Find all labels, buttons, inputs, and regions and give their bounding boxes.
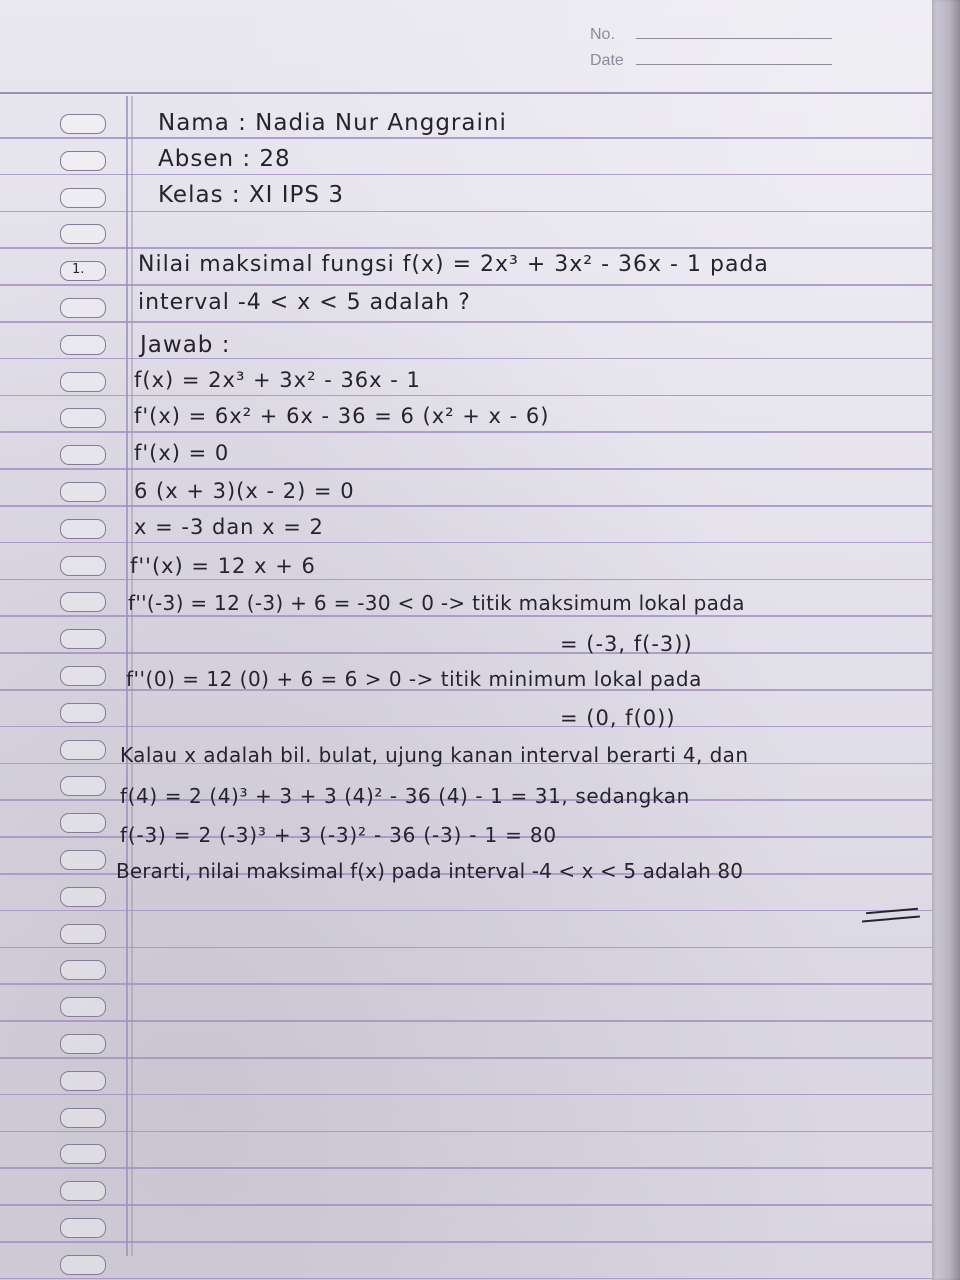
ruled-line: [0, 505, 932, 507]
ruled-line: [0, 1057, 932, 1059]
binder-hole: [60, 188, 106, 208]
ruled-line: [0, 910, 932, 912]
ruled-line: [0, 321, 932, 323]
question-number: 1.: [72, 262, 85, 277]
ruled-line: [0, 542, 932, 544]
binder-hole: [60, 445, 106, 465]
ruled-line: [0, 615, 932, 617]
ruled-line: [0, 726, 932, 728]
answer-line: 6 (x + 3)(x - 2) = 0: [134, 479, 355, 503]
binder-hole: [60, 1181, 106, 1201]
ruled-line-top: [0, 92, 932, 94]
binder-hole: [60, 114, 106, 134]
ruled-line: [0, 1094, 932, 1096]
binder-hole: [60, 1255, 106, 1275]
binder-hole: [60, 151, 106, 171]
binder-hole: [60, 1034, 106, 1054]
ruled-line: [0, 1204, 932, 1206]
answer-line: f''(-3) = 12 (-3) + 6 = -30 < 0 -> titik maksimum lokal pada: [128, 591, 745, 615]
binder-hole: [60, 924, 106, 944]
answer-heading: Jawab :: [140, 332, 231, 358]
ruled-line: [0, 468, 932, 470]
binder-hole: [60, 298, 106, 318]
page-edge: [932, 0, 960, 1280]
date-label: Date: [590, 52, 624, 69]
ruled-line: [0, 1131, 932, 1133]
answer-line: f(-3) = 2 (-3)³ + 3 (-3)² - 36 (-3) - 1 = 80: [120, 823, 557, 847]
binder-hole: [60, 408, 106, 428]
binder-hole: [60, 666, 106, 686]
ruled-line: [0, 1241, 932, 1243]
binder-hole: [60, 813, 106, 833]
ruled-line: [0, 652, 932, 654]
binder-hole: [60, 1218, 106, 1238]
answer-line: f'(x) = 0: [134, 441, 230, 465]
binder-hole: [60, 224, 106, 244]
binder-hole: [60, 703, 106, 723]
date-line: [636, 64, 832, 65]
answer-line: f(x) = 2x³ + 3x² - 36x - 1: [134, 368, 421, 392]
answer-line: f''(0) = 12 (0) + 6 = 6 > 0 -> titik minimum lokal pada: [126, 667, 702, 691]
answer-line: x = -3 dan x = 2: [134, 515, 324, 539]
answer-line: f'(x) = 6x² + 6x - 36 = 6 (x² + x - 6): [134, 404, 550, 428]
binder-hole: [60, 1108, 106, 1128]
binder-hole: [60, 335, 106, 355]
binder-hole: [60, 997, 106, 1017]
ruled-line: [0, 579, 932, 581]
binder-hole: [60, 629, 106, 649]
binder-hole: [60, 740, 106, 760]
binder-hole: [60, 776, 106, 796]
no-label: No.: [590, 26, 615, 43]
ruled-line: [0, 1020, 932, 1022]
question-line-2: interval -4 < x < 5 adalah ?: [138, 290, 471, 315]
ruled-line: [0, 174, 932, 176]
ruled-line: [0, 137, 932, 139]
final-answer-underline: [862, 915, 920, 922]
identity-kelas: Kelas : XI IPS 3: [158, 182, 344, 208]
answer-line: Berarti, nilai maksimal f(x) pada interval -4 < x < 5 adalah 80: [116, 859, 744, 883]
ruled-line: [0, 431, 932, 433]
identity-absen: Absen : 28: [158, 146, 291, 172]
answer-line: f''(x) = 12 x + 6: [130, 554, 316, 578]
ruled-line: [0, 1278, 932, 1280]
ruled-line: [0, 284, 932, 286]
ruled-line: [0, 247, 932, 249]
identity-nama: Nama : Nadia Nur Anggraini: [158, 110, 507, 136]
answer-line: = (0, f(0)): [560, 706, 676, 730]
binder-hole: [60, 482, 106, 502]
ruled-line: [0, 395, 932, 397]
binder-hole: [60, 850, 106, 870]
no-line: [636, 38, 832, 39]
ruled-line: [0, 947, 932, 949]
binder-hole: [60, 887, 106, 907]
ruled-line: [0, 1167, 932, 1169]
binder-hole: [60, 556, 106, 576]
answer-line: Kalau x adalah bil. bulat, ujung kanan interval berarti 4, dan: [120, 743, 749, 767]
binder-hole: [60, 372, 106, 392]
binder-hole: [60, 592, 106, 612]
binder-hole: [60, 960, 106, 980]
question-line-1: Nilai maksimal fungsi f(x) = 2x³ + 3x² - 36x - 1 pada: [138, 252, 769, 277]
ruled-line: [0, 211, 932, 213]
binder-hole: [60, 1071, 106, 1091]
binder-hole: [60, 1144, 106, 1164]
ruled-line: [0, 358, 932, 360]
answer-line: f(4) = 2 (4)³ + 3 + 3 (4)² - 36 (4) - 1 = 31, sedangkan: [120, 784, 690, 808]
binder-hole: [60, 519, 106, 539]
answer-line: = (-3, f(-3)): [560, 632, 693, 656]
ruled-line: [0, 983, 932, 985]
